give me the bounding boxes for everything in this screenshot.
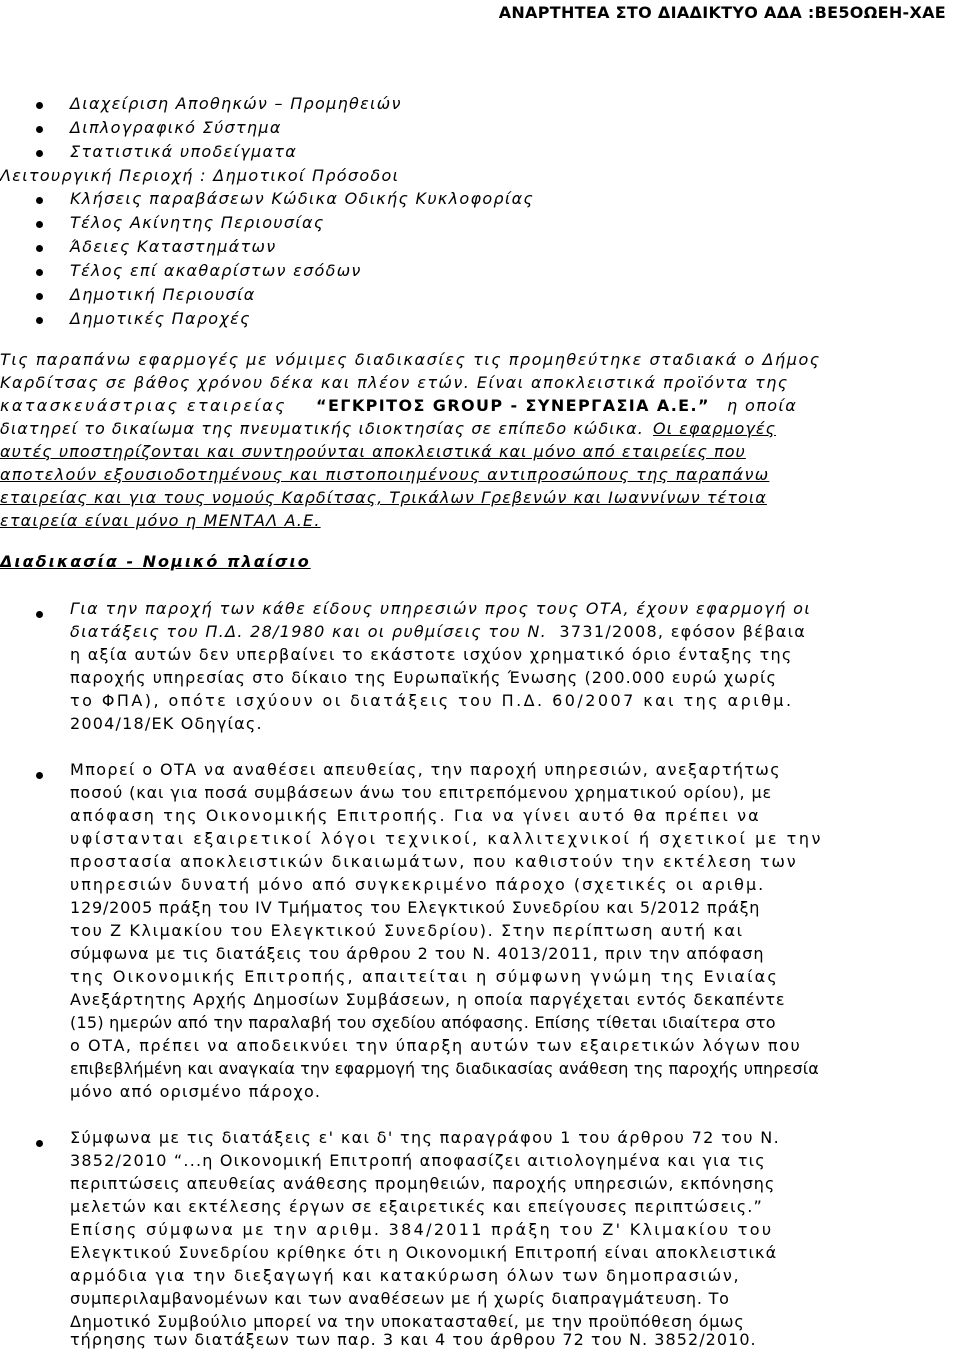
para1-line: παροχής υπηρεσίας στο δίκαιο της Ευρωπαϊκής Ένωσης (200.000 ευρώ χωρίς [70, 668, 777, 687]
bullet-icon [36, 245, 43, 252]
intro-line: κατασκευάστριας εταιρείας “ΕΓΚΡΙΤΟΣ GROUP - ΣΥΝΕΡΓΑΣΙΑ Α.Ε.” η οποία [0, 396, 798, 415]
list-item: Διαχείριση Αποθηκών – Προμηθειών [70, 94, 402, 113]
bullet-icon [36, 1140, 43, 1147]
list-item: Δημοτικές Παροχές [70, 309, 251, 328]
bullet-icon [36, 197, 43, 204]
bullet-icon [36, 126, 43, 133]
para2-line: επιβεβλήμένη και αναγκαία την εφαρμογή της διαδικασίας ανάθεση της παροχής υπηρεσία [70, 1059, 819, 1078]
list-item: Άδειες Καταστημάτων [70, 237, 277, 256]
para2-line: σύμφωνα με τις διατάξεις του άρθρου 2 του Ν. 4013/2011, πριν την απόφαση [70, 944, 765, 963]
para3-line: Ελεγκτικού Συνεδρίου κρίθηκε ότι η Οικονομική Επιτροπή είναι αποκλειστικά [70, 1243, 778, 1262]
para1-line: Για την παροχή των κάθε είδους υπηρεσιών προς τους ΟΤΑ, έχουν εφαρμογή οι [70, 599, 812, 618]
list-item: Δημοτική Περιουσία [70, 285, 256, 304]
para3-line: Επίσης σύμφωνα με την αριθμ. 384/2011 πράξη του Ζ' Κλιμακίου του [70, 1220, 774, 1239]
para1-line: η αξία αυτών δεν υπερβαίνει το εκάστοτε ισχύον χρηματικό όριο ένταξης της [70, 645, 793, 664]
para1-line: διατάξεις του Π.Δ. 28/1980 και οι ρυθμίσεις του Ν. 3731/2008, εφόσον βέβαια [70, 622, 807, 641]
bullet-icon [36, 293, 43, 300]
bullet-icon [36, 221, 43, 228]
list-item: Στατιστικά υποδείγματα [70, 142, 298, 161]
para2-line: Ανεξάρτητης Αρχής Δημοσίων Συμβάσεων, η οποία παργέχεται εντός δεκαπέντε [70, 990, 786, 1009]
para1-line: 2004/18/ΕΚ Οδηγίας. [70, 714, 263, 733]
list-item: Τέλος Ακίνητης Περιουσίας [70, 213, 325, 232]
para2-line: ο ΟΤΑ, πρέπει να αποδεικνύει την ύπαρξη αυτών των εξαιρετικών λόγων που [70, 1036, 802, 1055]
para3-line: συμπεριλαμβανομένων και των αναθέσεων με ή χωρίς διαπραγμάτευση. Το [70, 1289, 730, 1308]
bullet-icon [36, 102, 43, 109]
ada-header: ΑΝΑΡΤΗΤΕΑ ΣΤΟ ΔΙΑΔΙΚΤΥΟ ΑΔΑ :ΒΕ5ΟΩΕΗ-ΧΑΕ [498, 3, 946, 22]
para3-line: μελετών και εκτέλεσης έργων σε εξαιρετικές και επείγουσες περιπτώσεις.” [70, 1197, 763, 1216]
para1-line: το ΦΠΑ), οπότε ισχύουν οι διατάξεις του Π.Δ. 60/2007 και της αριθμ. [70, 691, 794, 710]
para2-line: υφίστανται εξαιρετικοί λόγοι τεχνικοί, καλλιτεχνικοί ή σχετικοί με την [70, 829, 824, 848]
intro-line: διατηρεί το δικαίωμα της πνευματικής ιδιοκτησίας σε επίπεδο κώδικα. Οι εφαρμογές [0, 419, 777, 438]
bullet-icon [36, 772, 43, 779]
bullet-icon [36, 317, 43, 324]
para2-line: Μπορεί ο ΟΤΑ να αναθέσει απευθείας, την παροχή υπηρεσιών, ανεξαρτήτως [70, 760, 782, 779]
para3-line: αρμόδια για την διεξαγωγή και κατακύρωση όλων των δημοπρασιών, [70, 1266, 741, 1285]
list-item: Τέλος επί ακαθαρίστων εσόδων [70, 261, 362, 280]
para3-line: 3852/2010 “...η Οικονομική Επιτροπή αποφασίζει αιτιολογημένα και για τις [70, 1151, 766, 1170]
para2-line: απόφαση της Οικονομικής Επιτροπής. Για να γίνει αυτό θα πρέπει να [70, 806, 761, 825]
para2-line: 129/2005 πράξη του ΙV Τμήματος του Ελεγκτικού Συνεδρίου και 5/2012 πράξη [70, 898, 761, 917]
intro-line: εταιρεία είναι μόνο η ΜΕΝΤΑΛ Α.Ε. [0, 511, 321, 530]
bullet-icon [36, 150, 43, 157]
para3-line: Σύμφωνα με τις διατάξεις ε' και δ' της παραγράφου 1 του άρθρου 72 του Ν. [70, 1128, 781, 1147]
intro-line: αυτές υποστηρίζονται και συντηρούνται αποκλειστικά και μόνο από εταιρείες που [0, 442, 746, 461]
intro-line: Τις παραπάνω εφαρμογές με νόμιμες διαδικασίες τις προμηθεύτηκε σταδιακά ο Δήμος [0, 350, 821, 369]
para2-line: της Οικονομικής Επιτροπής, απαιτείται η σύμφωνη γνώμη της Ενιαίας [70, 967, 779, 986]
company-name: “ΕΓΚΡΙΤΟΣ GROUP - ΣΥΝΕΡΓΑΣΙΑ Α.Ε.” [316, 396, 710, 415]
para2-line: (15) ημερών από την παραλαβή του σχεδίου απόφασης. Επίσης τίθεται ιδιαίτερα στο [70, 1013, 776, 1032]
para3-line: Δημοτικό Συμβούλιο μπορεί να την υποκατασταθεί, με την προϋπόθεση όμως [70, 1312, 745, 1331]
intro-line: εταιρείας και για τους νομούς Καρδίτσας, Τρικάλων Γρεβενών και Ιωαννίνων τέτοια [0, 488, 767, 507]
para3-line: τήρησης των διατάξεων των παρ. 3 και 4 του άρθρου 72 του Ν. 3852/2010. [70, 1330, 757, 1349]
section-title: Διαδικασία - Νομικό πλαίσιο [0, 552, 311, 571]
bullet-icon [36, 611, 43, 618]
bullet-icon [36, 269, 43, 276]
para3-line: περιπτώσεις απευθείας ανάθεσης προμηθειών, παροχής υπηρεσιών, εκπόνησης [70, 1174, 776, 1193]
para2-line: ποσού (και για ποσά συμβάσεων άνω του επιτρεπόμενου χρηματικού ορίου), με [70, 783, 773, 802]
intro-line: Καρδίτσας σε βάθος χρόνου δέκα και πλέον ετών. Είναι αποκλειστικά προϊόντα της [0, 373, 789, 392]
functional-area-heading: Λειτουργική Περιοχή : Δημοτικοί Πρόσοδοι [0, 166, 400, 185]
intro-line: αποτελούν εξουσιοδοτημένους και πιστοποιημένους αντιπροσώπους της παραπάνω [0, 465, 770, 484]
para2-line: υπηρεσιών δυνατή μόνο από συγκεκριμένο πάροχο (σχετικές οι αριθμ. [70, 875, 766, 894]
list-item: Κλήσεις παραβάσεων Κώδικα Οδικής Κυκλοφορίας [70, 189, 535, 208]
list-item: Διπλογραφικό Σύστημα [70, 118, 282, 137]
para2-line: του Ζ Κλιμακίου του Ελεγκτικού Συνεδρίου). Στην περίπτωση αυτή και [70, 921, 744, 940]
para2-line: μόνο από ορισμένο πάροχο. [70, 1082, 322, 1101]
para2-line: προστασία αποκλειστικών δικαιωμάτων, που καθιστούν την εκτέλεση των [70, 852, 798, 871]
